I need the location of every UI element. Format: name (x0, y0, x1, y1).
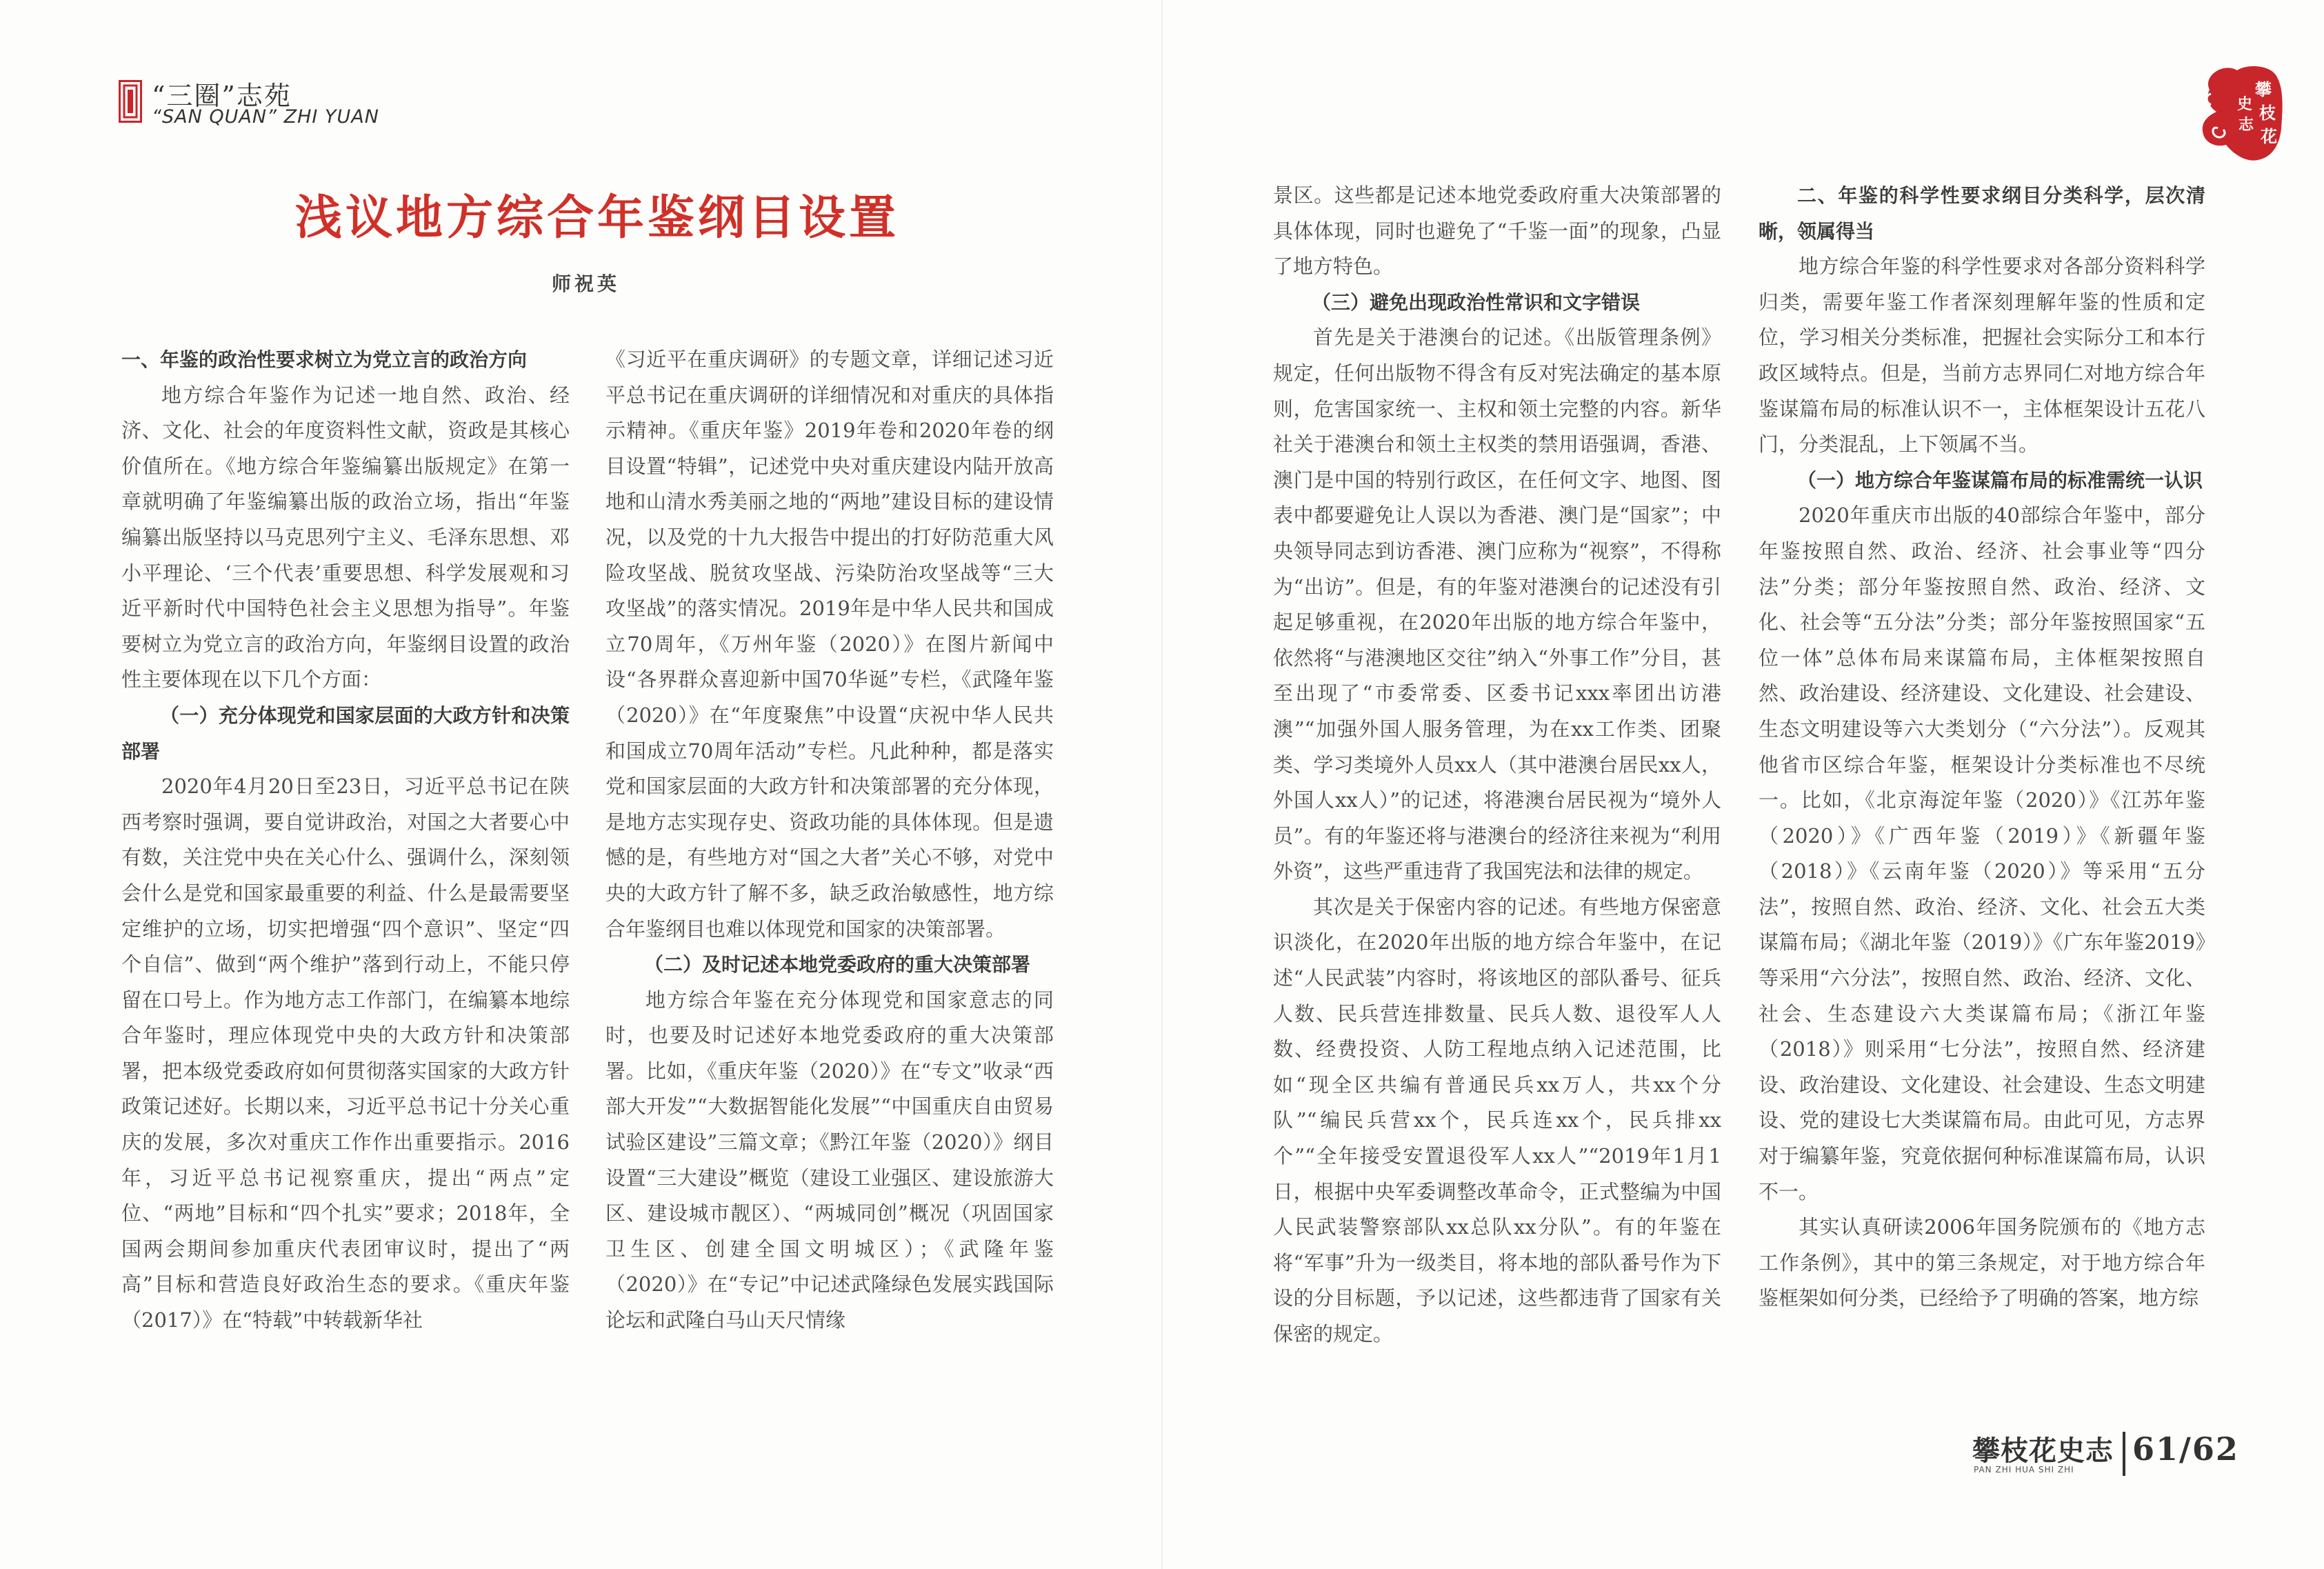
footer-divider (2123, 1432, 2125, 1476)
paragraph: 《习近平在重庆调研》的专题文章，详细记述习近平总书记在重庆调研的详细情况和对重庆的具体指示精神。《重庆年鉴》2019年卷和2020年卷的纲目设置“特辑”，记述党中央对重庆建设内陆开放高地和山清水秀美丽之地的“两地”建设目标的建设情况，以及党的十九大报告中提出的打好防范重大风险攻坚战、脱贫攻坚战、污染防治攻坚战等“三大攻坚战”的落实情况。2019年是中华人民共和国成立70周年，《万州年鉴（2020）》在图片新闻中设“各界群众喜迎新中国70华诞”专栏，《武隆年鉴（2020）》在“年度聚焦”中设置“庆祝中华人民共和国成立70周年活动”专栏。凡此种种，都是落实党和国家层面的大政方针和决策部署的充分体现，是地方志实现存史、资政功能的具体体现。但是遗憾的是，有些地方对“国之大者”关心不够，对党中央的大政方针了解不多，缺乏政治敏感性，地方综合年鉴纲目也难以体现党和国家的决策部署。 (605, 348, 1054, 941)
pzh-history-logo (2196, 62, 2285, 166)
chinese-pattern-icon (119, 80, 142, 123)
magazine-pinyin: PAN ZHI HUA SHI ZHI (1974, 1465, 2074, 1475)
paragraph: 其次是关于保密内容的记述。有些地方保密意识淡化，在2020年出版的地方综合年鉴中，在记述“人民武装”内容时，将该地区的部队番号、征兵人数、民兵营连排数量、民兵人数、退役军人人数、经费投资、人防工程地点纳入记述范围，比如“现全区共编有普通民兵xx万人，共xx个分队”“编民兵营xx个，民兵连xx个，民兵排xx个”“全年接受安置退役军人xx人”“2019年1月1日，根据中央军委调整改革命令，正式整编为中国人民武装警察部队xx总队xx分队”。有的年鉴在将“军事”升为一级类目，将本地的部队番号作为下设的分目标题，予以记述，这些都违背了国家有关保密的规定。 (1273, 895, 1721, 1346)
svg-text:枝: 枝 (2259, 103, 2276, 123)
paragraph: 2020年重庆市出版的40部综合年鉴中，部分年鉴按照自然、政治、经济、社会事业等“四分法”分类；部分年鉴按照自然、政治、经济、文化、社会等“五分法”分类；部分年鉴按照国家“五位一体”总体布局来谋篇布局，主体框架按照自然、政治建设、经济建设、文化建设、社会建设、生态文明建设等六大类划分（“六分法”）。反观其他省市区综合年鉴，框架设计分类标准也不尽统一。比如，《北京海淀年鉴（2020）》《江苏年鉴（2020）》《广西年鉴（2019）》《新疆年鉴（2018）》《云南年鉴（2020）》等采用“五分法”，按照自然、政治、经济、文化、社会五大类谋篇布局；《湖北年鉴（2019）》《广东年鉴2019》等采用“六分法”，按照自然、政治、经济、文化、社会、生态建设六大类谋篇布局；《浙江年鉴（2018）》则采用“七分法”，按照自然、经济建设、政治建设、文化建设、社会建设、生态文明建设、党的建设七大类谋篇布局。由此可见，方志界对于编纂年鉴，究竟依据何种标准谋篇布局，认识不一。 (1759, 503, 2205, 1203)
subsection-heading: （一）充分体现党和国家层面的大政方针和决策部署 (121, 703, 570, 763)
page-numbers: 61/62 (2132, 1430, 2239, 1468)
subsection-heading: （二）及时记述本地党委政府的重大决策部署 (644, 953, 1031, 977)
text-column-2 (605, 342, 1054, 1339)
section-heading: 一、年鉴的政治性要求树立为党立言的政治方向 (121, 348, 528, 371)
paragraph: 2020年4月20日至23日，习近平总书记在陕西考察时强调，要自觉讲政治，对国之大者要心中有数，关注党中央在关心什么、强调什么，深刻领会什么是党和国家最重要的利益、什么是最需要坚定维护的立场，切实把增强“四个意识”、坚定“四个自信”、做到“两个维护”落到行动上，不能只停留在口号上。作为地方志工作部门，在编纂本地综合年鉴时，理应体现党中央的大政方针和决策部署，把本级党委政府如何贯彻落实国家的大政方针政策记述好。长期以来，习近平总书记十分关心重庆的发展，多次对重庆工作作出重要指示。2016年，习近平总书记视察重庆，提出“两点”定位、“两地”目标和“四个扎实”要求；2018年，全国两会期间参加重庆代表团审议时，提出了“两高”目标和营造良好政治生态的要求。《重庆年鉴（2017）》在“特载”中转载新华社 (121, 774, 570, 1332)
paragraph: 首先是关于港澳台的记述。《出版管理条例》规定，任何出版物不得含有反对宪法确定的基本原则，危害国家统一、主权和领土完整的内容。新华社关于港澳台和领土主权类的禁用语强调，香港、澳门是中国的特别行政区，在任何文字、地图、图表中都要避免让人误以为香港、澳门是“国家”；中央领导同志到访香港、澳门应称为“视察”，不得称为“出访”。但是，有的年鉴对港澳台的记述没有引起足够重视，在2020年出版的地方综合年鉴中，依然将“与港澳地区交往”纳入“外事工作”分目，甚至出现了“市委常委、区委书记xxx率团出访港澳”“加强外国人服务管理，为在xx工作类、团聚类、学习类境外人员xx人（其中港澳台居民xx人，外国人xx人）”的记述，将港澳台居民视为“境外人员”。有的年鉴还将与港澳台的经济往来视为“利用外资”，这些严重违背了我国宪法和法律的规定。 (1273, 326, 1721, 883)
paragraph: 其实认真研读2006年国务院颁布的《地方志工作条例》，其中的第三条规定，对于地方综合年鉴框架如何分类，已经给予了明确的答案，地方综 (1759, 1215, 2205, 1310)
svg-text:攀: 攀 (2255, 79, 2272, 99)
page-spine (1161, 0, 1163, 1569)
section-subtitle: “SAN QUAN” ZHI YUAN (152, 106, 379, 128)
svg-text:志: 志 (2238, 116, 2254, 134)
article-author: 师祝英 (552, 272, 621, 295)
text-column-3 (1273, 178, 1721, 1352)
text-column-1 (121, 342, 570, 1339)
section-title: “三圈”志苑 (152, 81, 292, 111)
paragraph: 地方综合年鉴作为记述一地自然、政治、经济、文化、社会的年度资料性文献，资政是其核心价值所在。《地方综合年鉴编纂出版规定》在第一章就明确了年鉴编纂出版的政治立场，指出“年鉴编纂出版坚持以马克思列宁主义、毛泽东思想、邓小平理论、‘三个代表’重要思想、科学发展观和习近平新时代中国特色社会主义思想为指导”。年鉴要树立为党立言的政治方向，年鉴纲目设置的政治性主要体现在以下几个方面： (121, 383, 570, 692)
subsection-heading: （一）地方综合年鉴谋篇布局的标准需统一认识 (1797, 468, 2203, 492)
subsection-heading: 二、年鉴的科学性要求纲目分类科学，层次清晰，领属得当 (1759, 184, 2205, 243)
svg-text:花: 花 (2261, 126, 2277, 146)
paragraph: 地方综合年鉴的科学性要求对各部分资料科学归类，需要年鉴工作者深刻理解年鉴的性质和定位，学习相关分类标准，把握社会实际分工和本行政区域特点。但是，当前方志界同仁对地方综合年鉴谋篇布局的标准认识不一，主体框架设计五花八门，分类混乱，上下领属不当。 (1759, 254, 2205, 457)
subsection-heading: （三）避免出现政治性常识和文字错误 (1312, 290, 1641, 314)
paragraph: 地方综合年鉴在充分体现党和国家意志的同时，也要及时记述好本地党委政府的重大决策部署。比如，《重庆年鉴（2020）》在“专文”收录“西部大开发”“大数据智能化发展”“中国重庆自由贸易试验区建设”三篇文章；《黔江年鉴（2020）》纲目设置“三大建设”概览（建设工业强区、建设旅游大区、建设城市靓区）、“两城同创”概况（巩固国家卫生区、创建全国文明城区）；《武隆年鉴（2020）》在“专记”中记述武隆绿色发展实践国际论坛和武隆白马山天尺情缘 (605, 988, 1054, 1332)
paragraph: 景区。这些都是记述本地党委政府重大决策部署的具体体现，同时也避免了“千鉴一面”的现象，凸显了地方特色。 (1273, 183, 1721, 279)
svg-text:史: 史 (2237, 95, 2253, 113)
article-title: 浅议地方综合年鉴纲目设置 (295, 190, 900, 246)
magazine-name: 攀枝花史志 (1972, 1435, 2114, 1467)
text-column-4 (1759, 178, 2205, 1317)
